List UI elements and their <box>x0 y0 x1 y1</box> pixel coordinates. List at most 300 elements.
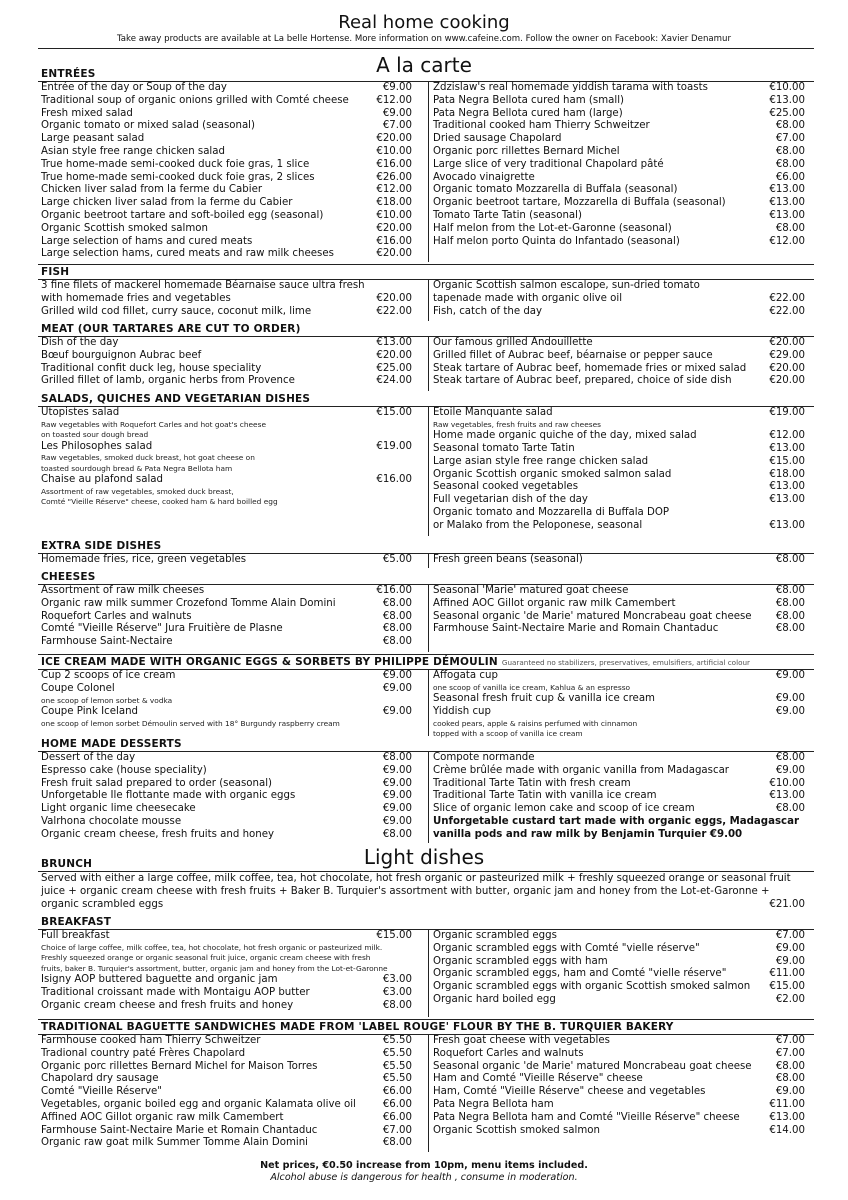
menu-item <box>41 159 412 172</box>
menu-item <box>433 611 805 624</box>
item-price: €8.00 <box>382 597 412 609</box>
item-price: €9.00 <box>775 693 805 705</box>
item-description <box>41 464 412 474</box>
item-price: €22.00 <box>376 305 412 317</box>
item-name: one scoop of lemon sorbet Démoulin served with 18° Burgundy raspberry cream <box>41 718 340 728</box>
menu-item <box>41 752 412 765</box>
item-name: Farmhouse Saint-Nectaire Marie and Romain Chantaduc <box>433 623 719 635</box>
item-price: €13.00 <box>769 494 805 506</box>
item-description <box>41 964 412 974</box>
item-price: €13.00 <box>769 184 805 196</box>
menu-item <box>433 469 805 482</box>
menu-item <box>433 507 805 520</box>
item-price: €8.00 <box>775 1073 805 1085</box>
menu-item <box>433 337 805 350</box>
item-name: Large chicken liver salad from la ferme du Cabier <box>41 197 293 209</box>
item-name: Organic Scottish salmon escalope, sun-dried tomato <box>433 280 700 291</box>
divider <box>38 48 814 49</box>
item-name: Roquefort Carles and walnuts <box>433 1047 584 1059</box>
menu-item <box>41 375 412 388</box>
item-price: €13.00 <box>769 442 805 454</box>
item-price: €7.00 <box>775 1047 805 1059</box>
item-name: Chicken liver salad from la ferme du Cabier <box>41 184 263 196</box>
meat-right-column <box>433 337 805 388</box>
menu-item <box>41 248 412 261</box>
item-name: tapenade made with organic olive oil <box>433 292 623 304</box>
item-name: Compote normande <box>433 752 535 763</box>
item-price: €11.00 <box>769 1098 805 1110</box>
menu-item <box>41 778 412 791</box>
item-name: Choice of large coffee, milk coffee, tea, hot chocolate, hot fresh organic or pasteurized milk. <box>41 942 383 952</box>
menu-item <box>433 350 805 363</box>
item-price: €6.00 <box>382 1098 412 1110</box>
item-name: Zdzislaw's real homemade yiddish tarama with toasts <box>433 82 708 93</box>
item-name: Seasonal tomato Tarte Tatin <box>433 442 575 454</box>
item-name: Grilled fillet of Aubrac beef, béarnaise or pepper sauce <box>433 349 713 361</box>
item-name: Roquefort Carles and walnuts <box>41 610 192 622</box>
menu-item <box>433 778 805 791</box>
item-name: True home-made semi-cooked duck foie gras, 1 slice <box>41 158 310 170</box>
menu-item <box>41 363 412 376</box>
item-price: €8.00 <box>775 803 805 815</box>
item-description <box>41 453 412 463</box>
item-price: €9.00 <box>382 777 412 789</box>
menu-item <box>41 337 412 350</box>
item-price: €9.00 <box>775 942 805 954</box>
menu-item <box>433 930 805 943</box>
item-name: Chaise au plafond salad <box>41 474 164 486</box>
column-divider <box>428 1034 429 1152</box>
item-name: Cup 2 scoops of ice cream <box>41 670 176 681</box>
menu-item <box>433 670 805 683</box>
item-name: Freshly squeezed orange or organic seasonal fruit juice, organic cream cheese with fresh <box>41 953 371 963</box>
item-name: Entrée of the day or Soup of the day <box>41 82 227 93</box>
item-name: Ham and Comté "Vieille Réserve" cheese <box>433 1073 643 1085</box>
item-price: €16.00 <box>376 474 412 486</box>
menu-item <box>41 95 412 108</box>
item-name: Yiddish cup <box>433 705 491 717</box>
item-name: Seasonal organic 'de Marie' matured Moncrabeau goat cheese <box>433 1060 752 1072</box>
item-name: Organic raw goat milk Summer Tomme Alain Domini <box>41 1137 308 1149</box>
menu-item <box>433 1086 805 1099</box>
fish-left-column <box>41 280 412 318</box>
item-price: €14.00 <box>769 1124 805 1136</box>
item-price: €8.00 <box>382 828 412 840</box>
menu-item <box>41 1137 412 1150</box>
item-price: €8.00 <box>382 610 412 622</box>
desserts-right-column <box>433 752 805 842</box>
section-title-icecream <box>41 656 750 669</box>
item-price: €7.00 <box>382 1124 412 1136</box>
item-price: €5.00 <box>382 554 412 565</box>
item-price: €3.00 <box>382 986 412 998</box>
item-price: €8.00 <box>382 623 412 635</box>
icecream-note: Guaranteed no stabilizers, preservatives, emulsifiers, artificial colour <box>501 658 750 667</box>
item-price: €7.00 <box>382 120 412 132</box>
item-price: €8.00 <box>775 610 805 622</box>
item-name: Organic tomato and Mozzarella di Buffala DOP <box>433 506 670 518</box>
menu-item <box>433 1099 805 1112</box>
item-name: Unforgetable custard tart made with organic eggs, Madagascar <box>433 815 799 827</box>
menu-item <box>41 706 412 719</box>
item-name: Farmhouse cooked ham Thierry Schweitzer <box>41 1035 261 1046</box>
item-name: Unforgetable Ile flottante made with organic eggs <box>41 790 296 802</box>
menu-item <box>41 184 412 197</box>
item-price: €8.00 <box>382 752 412 763</box>
menu-item <box>433 146 805 159</box>
item-name: Organic hard boiled egg <box>433 993 556 1005</box>
item-name: one scoop of lemon sorbet & vodka <box>41 695 173 705</box>
item-price: €12.00 <box>376 184 412 196</box>
cheeses-left-column <box>41 585 412 649</box>
item-price: €8.00 <box>775 145 805 157</box>
item-price: €8.00 <box>775 120 805 132</box>
item-price: €8.00 <box>775 752 805 763</box>
item-price: €20.00 <box>769 362 805 374</box>
item-name: Traditional Tarte Tatin with fresh cream <box>433 777 631 789</box>
item-name: with homemade fries and vegetables <box>41 292 231 304</box>
menu-item <box>41 765 412 778</box>
icecream-left-column <box>41 670 412 729</box>
menu-item <box>41 930 412 943</box>
item-name: Organic Scottish smoked salmon <box>433 1124 600 1136</box>
item-name: Organic beetroot tartare, Mozzarella di Buffala (seasonal) <box>433 197 726 209</box>
item-description <box>41 943 412 953</box>
column-divider <box>428 751 429 843</box>
column-divider <box>428 279 429 321</box>
item-price: €20.00 <box>376 349 412 361</box>
item-price: €9.00 <box>775 670 805 681</box>
item-description <box>41 487 412 497</box>
item-price: €12.00 <box>769 235 805 247</box>
page-title: Real home cooking <box>338 12 510 33</box>
item-price: €20.00 <box>376 248 412 260</box>
menu-item <box>433 280 805 293</box>
item-name: Organic scrambled eggs with organic Scottish smoked salmon <box>433 981 751 993</box>
sides-left-column <box>41 554 412 567</box>
menu-item <box>433 82 805 95</box>
item-name: Home made organic quiche of the day, mixed salad <box>433 430 697 442</box>
desserts-left-column <box>41 752 412 842</box>
item-name: Raw vegetables with Roquefort Carles and hot goat's cheese <box>41 419 267 429</box>
item-name: Organic tomato Mozzarella di Buffala (seasonal) <box>433 184 678 196</box>
item-name: Fresh mixed salad <box>41 107 133 119</box>
item-name: Etoile Manquante salad <box>433 407 553 418</box>
section-title-sides: EXTRA SIDE DISHES <box>41 540 162 552</box>
brunch-description <box>41 873 805 911</box>
menu-item <box>41 611 412 624</box>
menu-item <box>433 1035 805 1048</box>
item-name: Raw vegetables, fresh fruits and raw cheeses <box>433 419 602 429</box>
item-price: €9.00 <box>775 1086 805 1098</box>
entrees-right-column <box>433 82 805 248</box>
sandwiches-left-column <box>41 1035 412 1150</box>
item-price: €8.00 <box>775 585 805 596</box>
item-name: Fresh fruit salad prepared to order (seasonal) <box>41 777 273 789</box>
column-divider <box>428 553 429 568</box>
menu-item <box>41 1112 412 1125</box>
menu-item <box>433 994 805 1007</box>
item-price: €13.00 <box>769 790 805 802</box>
item-description <box>433 719 805 729</box>
item-price: €25.00 <box>769 107 805 119</box>
item-name: Slice of organic lemon cake and scoop of ice cream <box>433 803 695 815</box>
column-divider <box>428 929 429 1017</box>
menu-item <box>433 1125 805 1138</box>
menu-item <box>433 623 805 636</box>
menu-item <box>41 1000 412 1013</box>
section-title-brunch: BRUNCH <box>41 858 93 870</box>
menu-item <box>433 197 805 210</box>
item-price: €6.00 <box>382 1086 412 1098</box>
item-price: €9.00 <box>775 705 805 717</box>
menu-item <box>41 1125 412 1138</box>
item-name: 3 fine filets of mackerel homemade Béarnaise sauce ultra fresh <box>41 280 365 291</box>
item-price: €2.00 <box>775 993 805 1005</box>
item-name: vanilla pods and raw milk by Benjamin Turquier €9.00 <box>433 828 743 840</box>
item-name: Pata Negra Bellota ham <box>433 1098 554 1110</box>
menu-item <box>433 1073 805 1086</box>
item-name: Dried sausage Chapolard <box>433 133 562 145</box>
item-name: Assortment of raw vegetables, smoked duck breast, <box>41 486 234 496</box>
item-price: €9.00 <box>775 764 805 776</box>
item-price: €13.00 <box>376 337 412 348</box>
menu-item <box>41 146 412 159</box>
menu-item <box>433 1112 805 1125</box>
footer-net-prices: Net prices, €0.50 increase from 10pm, menu items included. <box>260 1160 588 1171</box>
menu-item <box>41 1035 412 1048</box>
menu-item <box>41 108 412 121</box>
item-name: fruits, baker B. Turquier's assortment, butter, organic jam and honey from the Lot-et-Garonne <box>41 963 388 973</box>
item-price: €9.00 <box>382 682 412 694</box>
item-name: cooked pears, apple & raisins perfumed with cinnamon <box>433 718 638 728</box>
item-price: €8.00 <box>775 158 805 170</box>
item-name: Coupe Colonel <box>41 682 115 694</box>
column-divider <box>428 406 429 536</box>
menu-item <box>41 683 412 696</box>
item-name: Large peasant salad <box>41 133 145 145</box>
item-name: Pata Negra Bellota cured ham (large) <box>433 107 623 119</box>
item-price: €7.00 <box>775 1035 805 1046</box>
section-title-breakfast: BREAKFAST <box>41 916 112 928</box>
item-name: Pata Negra Bellota cured ham (small) <box>433 94 624 106</box>
item-name: Organic scrambled eggs <box>433 930 557 941</box>
column-divider <box>428 584 429 652</box>
light-dishes-heading: Light dishes <box>363 845 485 869</box>
item-description <box>41 420 412 430</box>
item-price: €9.00 <box>382 815 412 827</box>
item-name: Seasonal organic 'de Marie' matured Moncrabeau goat cheese <box>433 610 752 622</box>
item-name: Seasonal cooked vegetables <box>433 481 579 493</box>
item-name: Isigny AOP buttered baguette and organic jam <box>41 973 278 985</box>
menu-item <box>41 236 412 249</box>
item-price: €8.00 <box>382 636 412 648</box>
menu-item <box>433 1048 805 1061</box>
menu-item <box>433 1061 805 1074</box>
menu-item <box>433 133 805 146</box>
item-name: Traditional soup of organic onions grilled with Comté cheese <box>41 94 349 106</box>
item-price: €8.00 <box>382 999 412 1011</box>
item-price: €13.00 <box>769 519 805 531</box>
item-name: Chapolard dry sausage <box>41 1073 159 1085</box>
item-price: €9.00 <box>382 107 412 119</box>
menu-item <box>433 95 805 108</box>
item-price: €15.00 <box>769 455 805 467</box>
menu-item <box>41 554 412 567</box>
item-name: Utopistes salad <box>41 407 120 418</box>
sandwiches-right-column <box>433 1035 805 1137</box>
menu-item <box>433 430 805 443</box>
menu-item <box>41 1086 412 1099</box>
brunch-text: Served with either a large coffee, milk coffee, tea, hot chocolate, hot fresh organic or pasteurized milk + freshly squeezed orange or seasonal fruit juice + organic cream cheese with fresh fruits + Baker B. Turquier's assortment with butter, organic jam and honey from the Lot-et-Garonne + organic scrambled eggs <box>41 873 791 910</box>
item-name: Traditional Tarte Tatin with vanilla ice cream <box>433 790 657 802</box>
item-price: €7.00 <box>775 133 805 145</box>
item-name: Pata Negra Bellota ham and Comté "Vieille Réserve" cheese <box>433 1111 740 1123</box>
item-name: Traditional croissant made with Montaigu AOP butter <box>41 986 310 998</box>
item-name: Valrhona chocolate mousse <box>41 815 182 827</box>
item-name: Crème brûlée made with organic vanilla from Madagascar <box>433 764 729 776</box>
item-price: €20.00 <box>769 375 805 387</box>
menu-item <box>433 598 805 611</box>
menu-item <box>433 956 805 969</box>
item-description <box>41 430 412 440</box>
menu-item <box>41 803 412 816</box>
item-price: €18.00 <box>769 468 805 480</box>
item-name: Traditional cooked ham Thierry Schweitzer <box>433 120 650 132</box>
item-name: Farmhouse Saint-Nectaire <box>41 636 173 648</box>
menu-item <box>41 172 412 185</box>
menu-item <box>433 108 805 121</box>
menu-item <box>433 585 805 598</box>
item-name: Comté "Vieille Réserve" Jura Fruitière de Plasne <box>41 623 283 635</box>
menu-item <box>433 829 805 842</box>
item-name: Grilled fillet of lamb, organic herbs from Provence <box>41 375 295 387</box>
menu-item <box>41 441 412 454</box>
item-price: €8.00 <box>382 1137 412 1149</box>
item-name: Les Philosophes salad <box>41 440 153 452</box>
item-price: €9.00 <box>382 803 412 815</box>
item-description <box>41 953 412 963</box>
menu-item <box>41 636 412 649</box>
item-name: Seasonal 'Marie' matured goat cheese <box>433 585 629 596</box>
item-price: €13.00 <box>769 94 805 106</box>
item-price: €12.00 <box>376 94 412 106</box>
item-price: €3.00 <box>382 973 412 985</box>
meat-left-column <box>41 337 412 388</box>
item-name: Homemade fries, rice, green vegetables <box>41 554 247 565</box>
menu-item <box>433 981 805 994</box>
menu-item <box>433 968 805 981</box>
section-title-entrees: ENTRÉES <box>41 68 96 80</box>
menu-item <box>41 280 412 293</box>
item-name: Bœuf bourguignon Aubrac beef <box>41 349 202 361</box>
item-price: €10.00 <box>769 82 805 93</box>
item-name: or Malako from the Peloponese, seasonal <box>433 519 643 531</box>
item-price: €18.00 <box>376 197 412 209</box>
menu-item <box>433 293 805 306</box>
menu-item <box>433 816 805 829</box>
menu-item <box>433 210 805 223</box>
item-name: Full breakfast <box>41 930 110 941</box>
item-name: topped with a scoop of vanilla ice cream <box>433 729 583 739</box>
salads-right-column <box>433 407 805 533</box>
menu-item <box>41 829 412 842</box>
item-name: Tomato Tarte Tatin (seasonal) <box>433 209 582 221</box>
menu-item <box>433 236 805 249</box>
item-name: Grilled wild cod fillet, curry sauce, coconut milk, lime <box>41 305 312 317</box>
salads-left-column <box>41 407 412 508</box>
menu-item <box>41 82 412 95</box>
item-price: €7.00 <box>775 930 805 941</box>
menu-item <box>41 210 412 223</box>
breakfast-right-column <box>433 930 805 1007</box>
item-name: Farmhouse Saint-Nectaire Marie et Romain Chantaduc <box>41 1124 318 1136</box>
item-name: Affined AOC Gillot organic raw milk Camembert <box>41 1111 284 1123</box>
item-name: Comté "Vieille Réserve" cheese, cooked ham & hard boilled egg <box>41 497 278 507</box>
section-title-cheeses: CHEESES <box>41 571 96 583</box>
item-name: Avocado vinaigrette <box>433 171 535 183</box>
section-title-meat: MEAT (OUR TARTARES ARE CUT TO ORDER) <box>41 323 301 335</box>
menu-item <box>41 585 412 598</box>
menu-item <box>41 120 412 133</box>
item-name: Espresso cake (house speciality) <box>41 764 207 776</box>
item-price: €10.00 <box>769 777 805 789</box>
item-price: €5.50 <box>382 1060 412 1072</box>
item-price: €22.00 <box>769 292 805 304</box>
item-price: €16.00 <box>376 585 412 596</box>
item-name: Dessert of the day <box>41 752 136 763</box>
item-name: Comté "Vieille Réserve" <box>41 1086 162 1098</box>
icecream-right-column <box>433 670 805 740</box>
menu-item <box>41 974 412 987</box>
item-price: €6.00 <box>775 171 805 183</box>
item-price: €9.00 <box>382 82 412 93</box>
item-name: Large asian style free range chicken salad <box>433 455 649 467</box>
item-price: €9.00 <box>382 764 412 776</box>
divider <box>38 871 814 872</box>
item-price: €8.00 <box>775 597 805 609</box>
item-name: Fresh green beans (seasonal) <box>433 554 583 565</box>
item-name: Seasonal fresh fruit cup & vanilla ice cream <box>433 693 655 705</box>
item-name: Fish, catch of the day <box>433 305 543 317</box>
sides-right-column <box>433 554 805 567</box>
section-title-desserts: HOME MADE DESSERTS <box>41 738 182 750</box>
divider <box>38 1019 814 1020</box>
item-price: €19.00 <box>769 407 805 418</box>
fish-right-column <box>433 280 805 318</box>
item-price: €16.00 <box>376 158 412 170</box>
menu-item <box>41 407 412 420</box>
item-name: Organic scrambled eggs with Comté "vielle réserve" <box>433 942 700 954</box>
item-name: Organic Scottish smoked salmon <box>41 222 208 234</box>
item-price: €13.00 <box>769 481 805 493</box>
menu-item <box>433 943 805 956</box>
footer-alcohol-warning: Alcohol abuse is dangerous for health , consume in moderation. <box>270 1172 578 1183</box>
menu-item <box>41 350 412 363</box>
item-price: €16.00 <box>376 235 412 247</box>
menu-item <box>433 120 805 133</box>
menu-item <box>41 133 412 146</box>
item-description <box>41 719 412 729</box>
item-price: €8.00 <box>775 1060 805 1072</box>
menu-item <box>41 1099 412 1112</box>
item-name: Organic porc rillettes Bernard Michel <box>433 145 620 157</box>
column-divider <box>428 669 429 736</box>
item-description <box>433 683 805 693</box>
item-description <box>41 696 412 706</box>
item-price: €9.00 <box>775 955 805 967</box>
item-price: €9.00 <box>382 670 412 681</box>
